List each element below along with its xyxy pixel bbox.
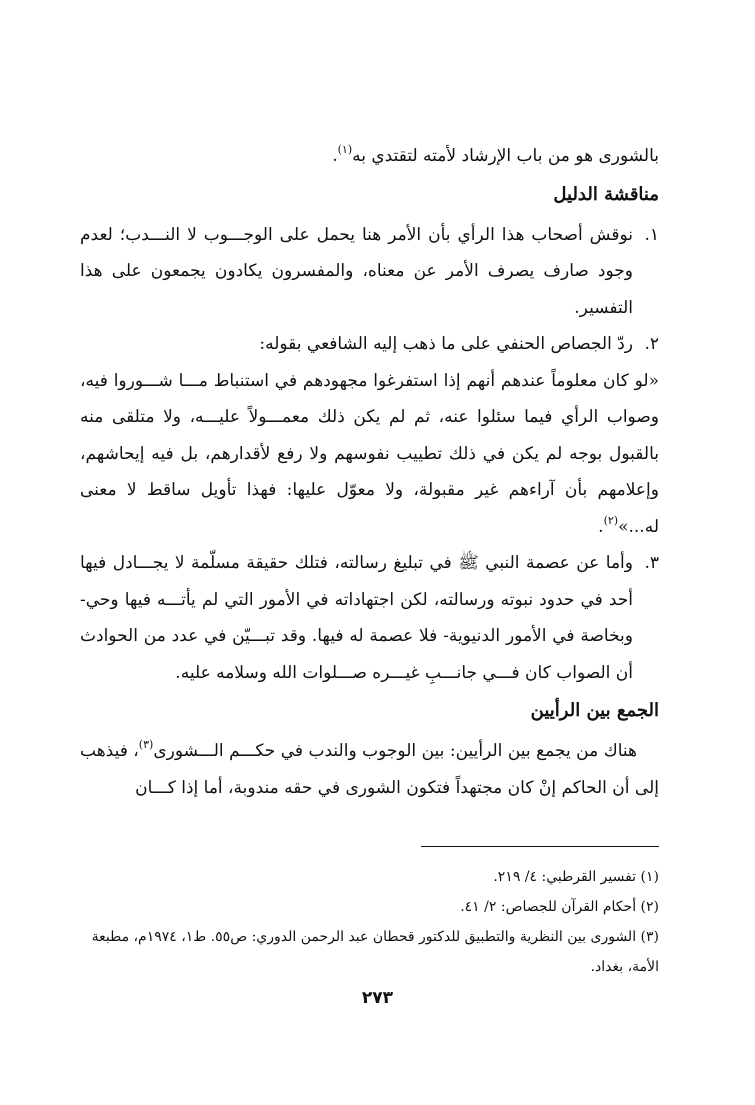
footnote-ref-2[interactable]: (٢) <box>603 513 619 527</box>
footnote-1: (١) تفسير القرطبي: ٤/ ٢١٩. <box>493 869 659 885</box>
continuation-text: بالشورى هو من باب الإرشاد لأمته لتقتدي به <box>352 146 659 166</box>
footnote-ref-1[interactable]: (١) <box>337 143 353 156</box>
list-item-text: وأما عن عصمة النبي ﷺ في تبليغ رسالته، فتلك حقيقة مسلّمة لا يجـــادل فيها أحد في حدود نبوته ورسالته، لكن اجتهاداته في الأمور التي لم يأتـــه فيها وحي- وبخاصة في الأمور الدنيوية- فلا عصمة له فيها. وقد تبـــيّن في عدد من الحوادث أن الصواب كان فـــي جانـــبِ غيـــره صـــلوات الله وسلامه عليه. <box>80 553 633 683</box>
continuation-end: . <box>332 146 338 166</box>
quote-text: «لو كان معلوماً عندهم أنهم إذا استفرغوا مجهودهم في استنباط مـــا شـــوروا فيه، وصواب الرأي فيما سئلوا عنه، ثم لم يكن ذلك معمـــولاً عليـــه، ولا متلقى منه بالقبول بوجه لم يكن في ذلك تطييب نفوسهم ولا رفع لأقدارهم، بل فيه إيحاشهم، وإعلامهم بأن آراءهم غير مقبولة، ولا معوّل عليها: فهذا تأويل ساقط لا معنى له...» <box>80 370 659 537</box>
footnote-3: (٣) الشورى بين النظرية والتطبيق للدكتور قحطان عبد الرحمن الدوري: ص٥٥. ط١، ١٩٧٤م، مطبعة الأمة، بغداد. <box>91 929 659 975</box>
list-item-number: ٢. <box>644 334 659 354</box>
combine-text-b: ، فيذهب إلى أن الحاكم إنْ كان مجتهداً فتكون الشورى في حقه مندوبة، أما إذا كـــان <box>80 741 659 798</box>
list-item-2 <box>80 326 659 363</box>
list-item-text: ردّ الجصاص الحنفي على ما ذهب إليه الشافعي بقوله: <box>259 334 633 354</box>
heading-combine: الجمع بين الرأيين <box>530 700 659 721</box>
footnote-2: (٢) أحكام القرآن للجصاص: ٢/ ٤١. <box>460 899 659 915</box>
continuation-paragraph <box>80 138 659 175</box>
combine-paragraph <box>80 733 659 806</box>
list-item-1 <box>80 217 659 327</box>
combine-text-a: هناك من يجمع بين الرأيين: بين الوجوب والندب في حكـــم الـــشورى <box>153 741 637 761</box>
list-item-number: ٣. <box>644 553 659 573</box>
footnotes <box>80 862 659 982</box>
list-item-3 <box>80 545 659 691</box>
list-item-number: ١. <box>644 224 659 245</box>
quote-end: . <box>598 516 604 537</box>
page-body <box>80 138 659 806</box>
heading-discussion: مناقشة الدليل <box>553 183 659 205</box>
quote-paragraph <box>80 363 659 546</box>
footnote-ref-3[interactable]: (٣) <box>138 738 154 751</box>
footnote-divider <box>421 846 659 847</box>
list-item-text: نوقش أصحاب هذا الرأي بأن الأمر هنا يحمل على الوجـــوب لا النـــدب؛ لعدم وجود صارف يصرف الأمر عن معناه، والمفسرون يكادون يجمعون على هذا التفسير. <box>80 224 633 318</box>
page-number: ٢٧٣ <box>361 988 394 1008</box>
